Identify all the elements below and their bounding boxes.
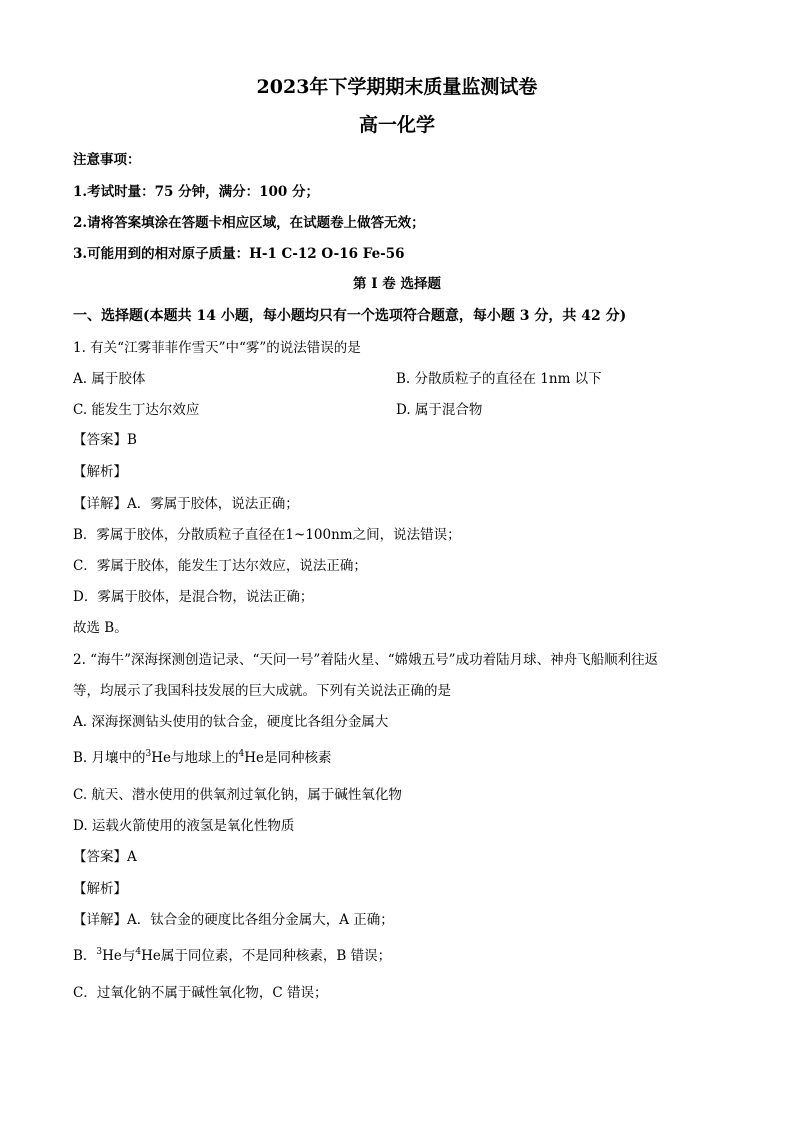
mass-number-4: 4 [238,749,245,759]
exam-subject: 高一化学 [358,114,435,136]
q1-detail-3: C．雾属于胶体，能发生丁达尔效应，说法正确； [73,558,367,574]
q1-detail-4: D．雾属于胶体，是混合物，说法正确； [73,589,314,605]
q2-option-d: D. 运载火箭使用的液氢是氧化性物质 [73,818,295,834]
q2-detail-2-suffix: He属于同位素，不是同种核素，B 错误； [141,948,392,964]
q1-answer [73,430,137,450]
q2-detail-2-prefix: B． [73,948,97,964]
q2-option-a: A. 深海探测钻头使用的钛合金，硬度比各组分金属大 [73,714,389,730]
note-item-1: 1.考试时量：75 分钟，满分：100 分； [73,184,319,200]
q1-stem: 1. 有关“江雾菲菲作雪天”中“雾”的说法错误的是 [73,340,361,356]
q1-conclusion: 故选 B。 [73,620,128,636]
q2-answer [73,847,137,867]
section-heading: 一、选择题(本题共 14 小题，每小题均只有一个选项符合题意，每小题 3 分，共 42 分) [73,308,627,324]
q2-option-b-prefix: B. 月壤中的 [73,750,146,766]
q2-detail-3: C．过氧化钠不属于碱性氧化物，C 错误； [73,985,328,1001]
q2-detail-2-mid: He与 [102,948,136,964]
q2-option-b [73,748,332,768]
answer-label: 【答案】 [73,432,127,448]
q2-detail-1: 【详解】A．钛合金的硬度比各组分金属大，A 正确； [73,912,394,928]
answer-label: 【答案】 [73,849,127,865]
q2-stem-line-2: 等，均展示了我国科技发展的巨大成就。下列有关说法正确的是 [73,683,451,699]
q1-option-a: A. 属于胶体 [73,371,146,387]
exam-title: 2023年下学期期末质量监测试卷 [256,76,538,98]
q2-analysis-label: 【解析】 [73,881,127,897]
mass-number-3: 3 [96,947,103,957]
q1-detail-2: B．雾属于胶体，分散质粒子直径在1~100nm之间，说法错误； [73,527,461,543]
q2-stem-line-1: 2. “海牛”深海探测创造记录、“天问一号”着陆火星、“嫦娥五号”成功着陆月球、神舟飞船顺利往返 [73,652,659,668]
part-title: 第 I 卷 选择题 [353,276,441,292]
q1-option-b: B. 分散质粒子的直径在 1nm 以下 [396,371,602,387]
q2-option-b-suffix: He是同种核素 [244,750,332,766]
note-item-2: 2.请将答案填涂在答题卡相应区域，在试题卷上做答无效； [73,215,425,231]
mass-number-3: 3 [145,749,152,759]
q1-detail-1: 【详解】A．雾属于胶体，说法正确； [73,496,299,512]
q1-option-c: C. 能发生丁达尔效应 [73,402,200,418]
note-item-3: 3.可能用到的相对原子质量：H-1 C-12 O-16 Fe-56 [73,246,405,262]
answer-value: B [127,432,137,448]
q1-analysis-label: 【解析】 [73,464,127,480]
q1-option-d: D. 属于混合物 [396,402,483,418]
q2-option-b-mid: He与地球上的 [151,750,239,766]
mass-number-4: 4 [135,947,142,957]
answer-value: A [127,849,137,865]
notes-heading: 注意事项： [73,152,141,168]
q2-detail-2 [73,946,391,966]
q2-option-c: C. 航天、潜水使用的供氧剂过氧化钠，属于碱性氧化物 [73,787,402,803]
